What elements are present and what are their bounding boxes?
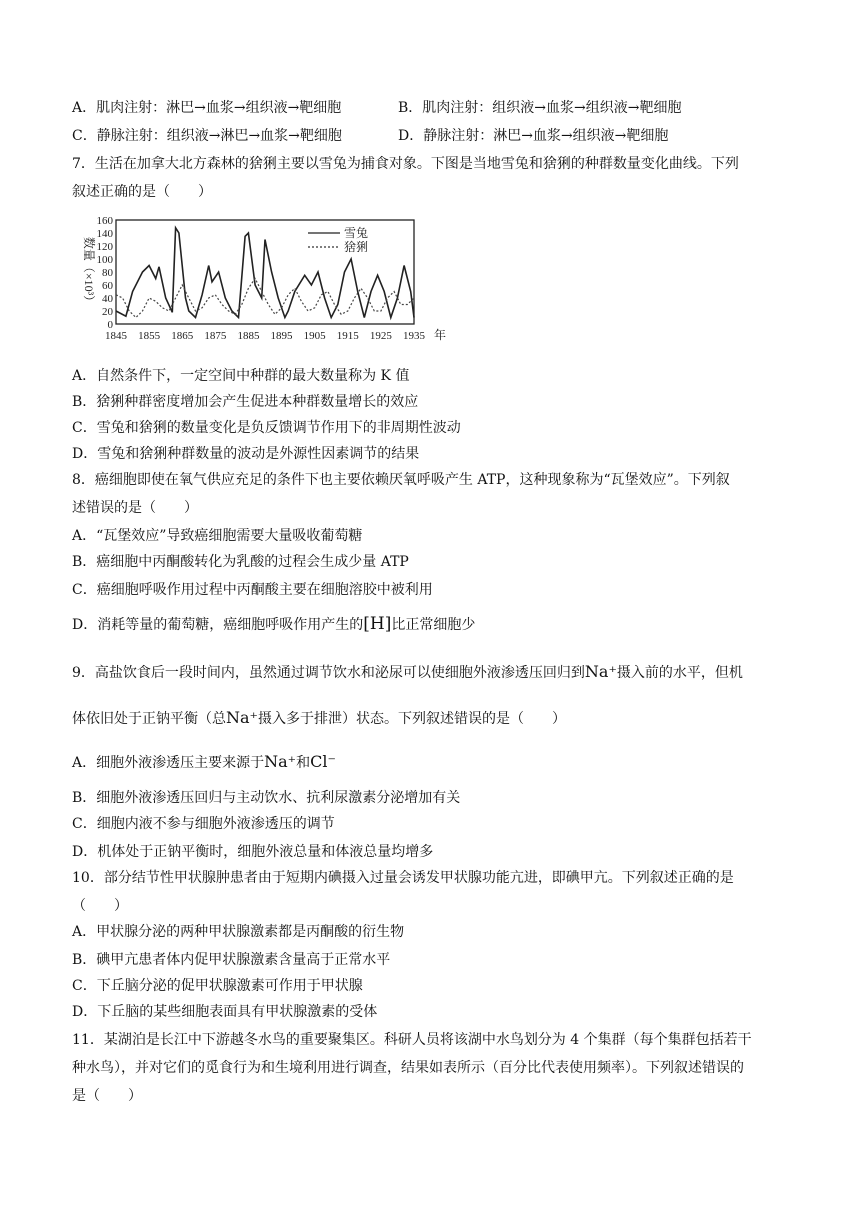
- y-tick-label: 100: [96, 254, 113, 266]
- q6-option-d: D．静脉注射：淋巴→血浆→组织液→靶细胞: [398, 128, 669, 144]
- na-ion: Na⁺: [264, 752, 297, 771]
- x-tick-label: 1925: [369, 330, 392, 342]
- cl-ion: Cl⁻: [310, 752, 336, 771]
- q7-option-d: D．雪兔和猞猁种群数量的波动是外源性因素调节的结果: [72, 446, 420, 462]
- q9-stem-line1-text: 9．高盐饮食后一段时间内，虽然通过调节饮水和泌尿可以使细胞外液渗透压回归到: [72, 665, 585, 681]
- y-tick-label: 120: [96, 241, 113, 253]
- x-tick-label: 1935: [403, 330, 425, 342]
- q7-option-c: C．雪兔和猞猁的数量变化是负反馈调节作用下的非周期性波动: [72, 420, 461, 436]
- q6-option-b: B．肌肉注射：组织液→血浆→组织液→靶细胞: [398, 100, 682, 116]
- series-line-hare: [116, 228, 414, 318]
- q8-option-b: B．癌细胞中丙酮酸转化为乳酸的过程会生成少量 ATP: [72, 554, 409, 570]
- q11-stem-line3: 是（ ）: [72, 1088, 142, 1104]
- x-tick-label: 1915: [336, 330, 359, 342]
- q6-option-c: C．静脉注射：组织液→淋巴→血浆→靶细胞: [72, 128, 342, 144]
- y-tick-label: 20: [102, 306, 113, 318]
- y-tick-label: 80: [102, 267, 113, 279]
- q11-stem-line1: 11．某湖泊是长江中下游越冬水鸟的重要聚集区。科研人员将该湖中水鸟划分为 4 个集群（每个集群包括若干: [72, 1032, 752, 1048]
- x-tick-label: 1865: [171, 330, 194, 342]
- x-tick-label: 1885: [237, 330, 260, 342]
- population-chart: [72, 208, 452, 348]
- q10-option-c: C．下丘脑分泌的促甲状腺激素可作用于甲状腺: [72, 978, 363, 994]
- legend: [308, 226, 368, 254]
- x-tick-label: 1845: [105, 330, 127, 342]
- legend-label-hare: 雪兔: [344, 226, 369, 240]
- q9-stem-line2-text: 体依旧处于正钠平衡（总: [72, 711, 226, 727]
- q10-option-b: B．碘甲亢患者体内促甲状腺激素含量高于正常水平: [72, 952, 391, 968]
- q11-stem-line2: 种水鸟），并对它们的觅食行为和生境利用进行调查，结果如表所示（百分比代表使用频率）。下列叙述错误的: [72, 1060, 744, 1076]
- q9-option-a-and: 和: [296, 755, 311, 771]
- na-ion: Na⁺: [584, 662, 617, 681]
- x-axis-unit: 年: [434, 328, 447, 342]
- h-symbol: [H]: [363, 614, 392, 634]
- q8-option-d-text: D．消耗等量的葡萄糖，癌细胞呼吸作用产生的: [72, 617, 364, 633]
- q7-stem-line2: 叙述正确的是（ ）: [72, 184, 212, 200]
- q9-stem-line1-tail: 摄入前的水平，但机: [616, 665, 743, 681]
- q9-option-d: D．机体处于正钠平衡时，细胞外液总量和体液总量均增多: [72, 844, 434, 860]
- q8-option-a: A．“瓦堡效应”导致癌细胞需要大量吸收葡萄糖: [72, 528, 363, 544]
- q10-option-d: D．下丘脑的某些细胞表面具有甲状腺激素的受体: [72, 1004, 378, 1020]
- x-tick-label: 1895: [270, 330, 293, 342]
- q9-option-a-text: A．细胞外液渗透压主要来源于: [72, 755, 265, 771]
- x-tick-labels: [105, 330, 426, 342]
- q10-option-a: A．甲状腺分泌的两种甲状腺激素都是丙酮酸的衍生物: [72, 924, 405, 940]
- q6-option-a: A．肌肉注射：淋巴→血浆→组织液→靶细胞: [72, 100, 342, 116]
- q9-stem-line2-tail: 摄入多于排泄）状态。下列叙述错误的是（ ）: [257, 711, 566, 727]
- q10-stem-line2: （ ）: [72, 898, 128, 914]
- x-tick-label: 1875: [204, 330, 227, 342]
- x-tick-label: 1855: [138, 330, 161, 342]
- legend-label-lynx: 猞猁: [344, 240, 369, 254]
- q8-stem-line1: 8．癌细胞即使在氧气供应充足的条件下也主要依赖厌氧呼吸产生 ATP，这种现象称为“瓦堡效应”。下列叙: [72, 472, 730, 488]
- y-tick-label: 160: [96, 215, 113, 227]
- q9-stem-line1: [72, 662, 743, 683]
- y-tick-label: 40: [102, 293, 113, 305]
- q9-option-b: B．细胞外液渗透压回归与主动饮水、抗利尿激素分泌增加有关: [72, 790, 461, 806]
- q7-stem-line1: 7．生活在加拿大北方森林的猞猁主要以雪兔为捕食对象。下图是当地雪兔和猞猁的种群数量变化曲线。下列: [72, 156, 739, 172]
- q7-option-a: A．自然条件下，一定空间中种群的最大数量称为 K 值: [72, 368, 410, 384]
- q9-option-c: C．细胞内液不参与细胞外液渗透压的调节: [72, 816, 335, 832]
- y-tick-label: 0: [107, 319, 113, 331]
- q9-stem-line2: [72, 708, 566, 729]
- q8-option-c: C．癌细胞呼吸作用过程中丙酮酸主要在细胞溶胶中被利用: [72, 582, 433, 598]
- x-tick-label: 1905: [303, 330, 326, 342]
- q9-option-a: [72, 752, 336, 773]
- q7-option-b: B．猞猁种群密度增加会产生促进本种群数量增长的效应: [72, 394, 419, 410]
- q8-option-d-tail: 比正常细胞少: [391, 617, 476, 633]
- q10-stem-line1: 10．部分结节性甲状腺肿患者由于短期内碘摄入过量会诱发甲状腺功能亢进，即碘甲亢。下列叙述正确的是: [72, 870, 734, 886]
- y-tick-labels: [97, 215, 114, 331]
- y-tick-label: 60: [102, 280, 113, 292]
- na-ion: Na⁺: [226, 708, 258, 727]
- q8-option-d: [72, 614, 475, 635]
- y-axis-label: 数量（×10³）: [82, 236, 96, 308]
- y-tick-label: 140: [96, 228, 113, 240]
- q8-stem-line2: 述错误的是（ ）: [72, 500, 198, 516]
